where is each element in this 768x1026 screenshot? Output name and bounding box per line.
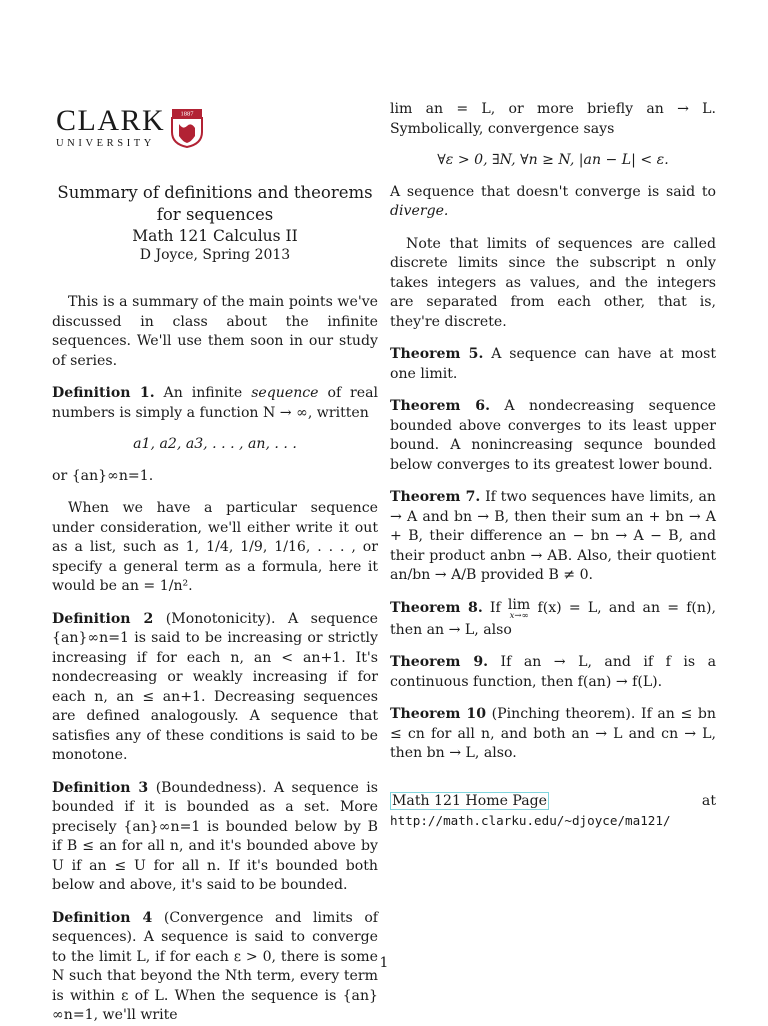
theorem-6: Theorem 6. A nondecreasing sequence bounded above converges to its least upper bound. A nonincreasing sequnce bounded below converges to its greatest lower bound. bbox=[390, 398, 716, 473]
course-title: Math 121 Calculus II bbox=[132, 227, 298, 245]
home-url[interactable]: http://math.clarku.edu/~djoyce/ma121/ bbox=[390, 813, 671, 828]
page-number: 1 bbox=[379, 955, 389, 971]
crest-icon bbox=[171, 108, 203, 148]
home-page-link[interactable]: Math 121 Home Page bbox=[392, 792, 548, 809]
theorem-5: Theorem 5. A sequence can have at most one limit. bbox=[390, 346, 716, 382]
limit-notation: lim an = L, or more briefly an → L. Symbolically, convergence says bbox=[390, 101, 716, 137]
left-column bbox=[52, 104, 378, 1026]
document-title: Summary of definitions and theorems for sequences bbox=[57, 183, 373, 224]
home-page-line: Math 121 Home Page at bbox=[392, 792, 716, 809]
logo-name: CLARK bbox=[56, 104, 166, 138]
diverge-sentence: A sequence that doesn't converge is said to diverge. bbox=[390, 183, 716, 219]
definition-1: Definition 1. An infinite sequence of real numbers is simply a function N → ∞, written bbox=[52, 385, 379, 421]
theorem-7: Theorem 7. If two sequences have limits, an → A and bn → B, then their sum an + bn → A + B, their difference an − bn → A − B, and their product anbn → AB. Also, their quotient an/bn → A/B provided B ≠ 0. bbox=[390, 489, 716, 583]
sequence-notation: or {an}∞n=1. bbox=[52, 467, 154, 484]
definition-2: Definition 2 (Monotonicity). A sequence {an}∞n=1 is said to be increasing or strictly increasing if for each n, an < an+1. It's nondecreasing or weakly increasing if for each n, an ≤ an+1. Decreasing sequences are defined analogously. A sequence that satisfies any of these conditions is said to be monotone. bbox=[52, 610, 378, 763]
limit-operator: lim x→∞ bbox=[507, 596, 531, 621]
discrete-paragraph: Note that limits of sequences are called discrete limits since the subscript n only takes integers as values, and the integers are separated from each other, that is, they're discrete. bbox=[390, 235, 716, 330]
definition-3: Definition 3 (Boundedness). A sequence is bounded if it is bounded as a set. More precisely {an}∞n=1 is bounded below by B if B ≤ an for all n, and it's bounded above by U if an ≤ U for all n. If it's bounded both below and above, it's said to be bounded. bbox=[52, 779, 379, 893]
intro-paragraph: This is a summary of the main points we've discussed in class about the infinite sequences. We'll use them soon in our study of series. bbox=[52, 294, 378, 369]
theorem-8: Theorem 8. If lim x→∞ f(x) = L, and an = f(n), then an → L, also bbox=[390, 596, 716, 638]
clark-logo bbox=[56, 104, 378, 152]
sequence-display: a1, a2, a3, . . . , an, . . . bbox=[133, 436, 297, 452]
crest-year: 1887 bbox=[180, 110, 194, 118]
author-line: D Joyce, Spring 2013 bbox=[139, 247, 291, 263]
theorem-9: Theorem 9. If an → L, and if f is a continuous function, then f(an) → f(L). bbox=[390, 654, 716, 690]
sequence-paragraph: When we have a particular sequence under consideration, we'll either write it out as a list, such as 1, 1/4, 1/9, 1/16, . . . , or specify a general term as a formula, here it would be an = 1/n². bbox=[52, 500, 378, 594]
theorem-10: Theorem 10 (Pinching theorem). If an ≤ bn ≤ cn for all n, and both an → L and cn → L, then bn → L, also. bbox=[390, 706, 716, 761]
definition-4: Definition 4 (Convergence and limits of sequences). A sequence is said to converge to the limit L, if for each ε > 0, there is some N such that beyond the Nth term, every term is within ε of L. When the sequence is {an}∞n=1, we'll write bbox=[52, 909, 379, 1023]
logo-university: UNIVERSITY bbox=[56, 138, 155, 150]
title-block bbox=[52, 182, 378, 265]
right-column bbox=[390, 100, 716, 831]
convergence-formula: ∀ε > 0, ∃N, ∀n ≥ N, |an − L| < ε. bbox=[437, 152, 669, 168]
